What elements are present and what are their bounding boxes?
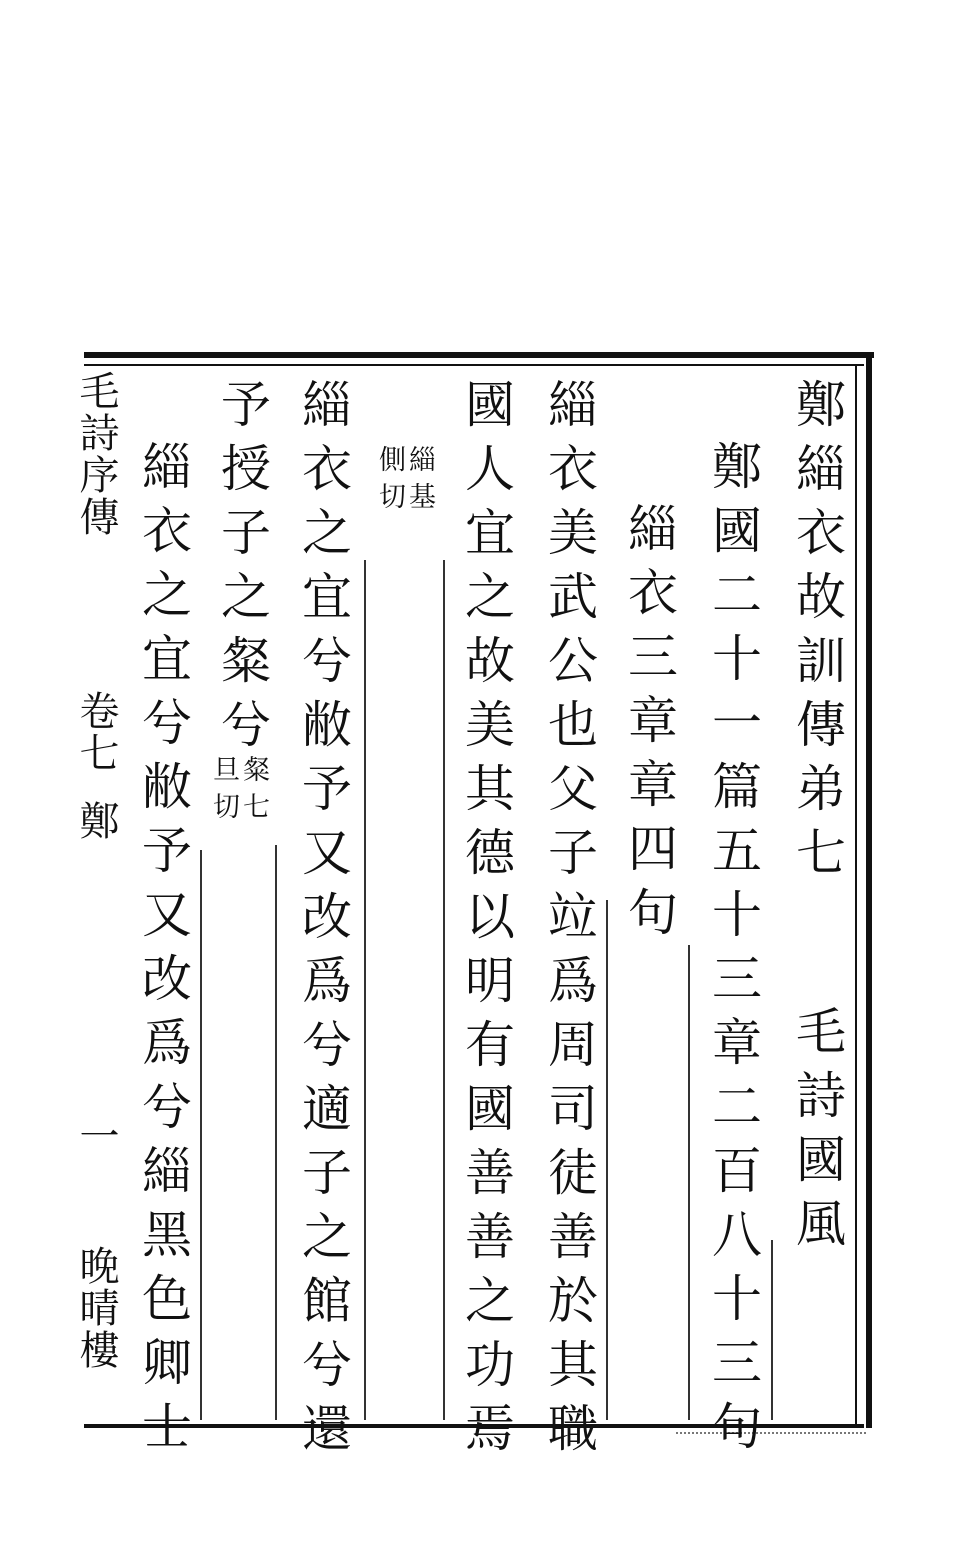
annotation: 側切 xyxy=(374,445,405,519)
text-column: 緇衣三章章四句 xyxy=(620,502,678,950)
section-heading: 毛詩國風 xyxy=(788,1005,846,1261)
margin-book-title: 毛詩序傳 xyxy=(73,370,119,538)
margin-publisher: 晚晴樓 xyxy=(73,1245,119,1371)
frame-top-border xyxy=(84,352,874,358)
frame-top-inner-border xyxy=(84,364,864,366)
annotation: 緇基 xyxy=(404,445,435,519)
column-rule xyxy=(443,560,445,1420)
annotation: 旦切 xyxy=(208,755,239,829)
text-column: 緇衣美武公也父子竝爲周司徒善於其職 xyxy=(540,378,598,1466)
text-column: 鄭國二十一篇五十三章二百八十三句 xyxy=(704,440,762,1464)
text-column: 予授子之粲兮 xyxy=(213,378,271,762)
text-column: 國人宜之故美其德以明有國善善之功焉 xyxy=(457,378,515,1466)
frame-right-border xyxy=(866,352,872,1428)
margin-juan: 卷七 xyxy=(73,690,119,774)
frame-right-inner-border xyxy=(855,364,857,1424)
margin-section: 鄭 xyxy=(73,800,119,842)
column-rule xyxy=(606,900,608,1420)
column-rule xyxy=(364,560,366,1420)
column-rule xyxy=(688,945,690,1420)
margin-page-number: 一 xyxy=(73,1115,119,1157)
text-column: 緇衣之宜兮敝予又改爲兮緇黑色卿士 xyxy=(134,440,192,1464)
chapter-title: 鄭緇衣故訓傳弟七 xyxy=(788,378,846,890)
column-rule xyxy=(275,845,277,1420)
column-rule xyxy=(200,850,202,1420)
annotation: 粲七 xyxy=(238,755,269,829)
text-column: 緇衣之宜兮敝予又改爲兮適子之館兮還 xyxy=(294,378,352,1466)
column-rule xyxy=(771,1240,773,1420)
